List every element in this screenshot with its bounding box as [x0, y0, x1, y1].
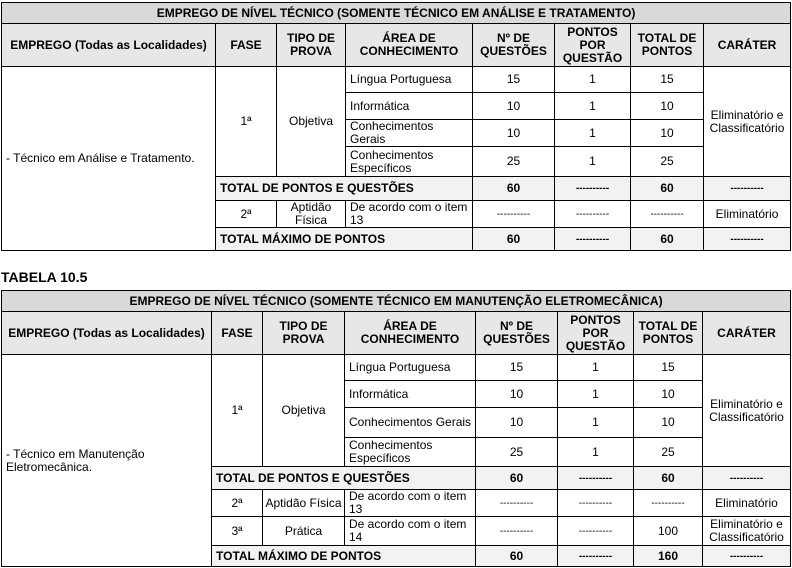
total-pontos-questao: ---------- — [555, 177, 631, 201]
questoes-cell: ---------- — [476, 490, 558, 517]
score-table-manutencao — [1, 290, 791, 567]
header-row — [2, 312, 791, 355]
questoes-cell: 10 — [473, 93, 555, 120]
total-questoes: 60 — [473, 177, 555, 201]
carater-cell: Eliminatório e Classificatório — [703, 355, 791, 467]
questoes-cell: 10 — [476, 408, 558, 438]
carater-cell: Eliminatório e Classificatório — [703, 517, 791, 546]
header-pontos-questao: PONTOS POR QUESTÃO — [555, 24, 631, 67]
total-questoes: 60 — [476, 467, 558, 490]
max-label: TOTAL MÁXIMO DE PONTOS — [216, 228, 473, 251]
questoes-cell: 15 — [473, 67, 555, 93]
fase-cell: 2ª — [212, 490, 263, 517]
table-row — [2, 355, 791, 381]
tipo-cell: Objetiva — [263, 355, 345, 467]
header-carater: CARÁTER — [703, 312, 791, 355]
carater-cell: Eliminatório — [703, 490, 791, 517]
total-pontos: 60 — [634, 467, 703, 490]
header-total-pontos: TOTAL DE PONTOS — [634, 312, 703, 355]
area-cell: Língua Portuguesa — [346, 67, 473, 93]
header-carater: CARÁTER — [704, 24, 791, 67]
header-row — [2, 24, 791, 67]
emprego-cell: - Técnico em Manutenção Eletromecânica. — [2, 355, 212, 567]
header-pontos-questao: PONTOS POR QUESTÃO — [558, 312, 634, 355]
area-cell: De acordo com o item 13 — [345, 490, 476, 517]
max-label: TOTAL MÁXIMO DE PONTOS — [212, 546, 476, 567]
pontos-questao-cell: 1 — [555, 120, 631, 147]
table-title: EMPREGO DE NÍVEL TÉCNICO (SOMENTE TÉCNICO EM MANUTENÇÃO ELETROMECÂNICA) — [2, 291, 791, 312]
area-cell: Conhecimentos Gerais — [346, 120, 473, 147]
tipo-cell: Aptidão Física — [263, 490, 345, 517]
fase-cell: 1ª — [212, 355, 263, 467]
table-label: TABELA 10.5 — [1, 269, 88, 285]
total-pontos-cell: ---------- — [631, 201, 704, 228]
max-questoes: 60 — [476, 546, 558, 567]
questoes-cell: 25 — [476, 438, 558, 467]
area-cell: Língua Portuguesa — [345, 355, 476, 381]
carater-cell: Eliminatório e Classificatório — [704, 67, 791, 177]
total-pontos: 60 — [631, 177, 704, 201]
area-cell: Informática — [346, 93, 473, 120]
pontos-questao-cell: 1 — [558, 408, 634, 438]
area-cell: Informática — [345, 381, 476, 408]
total-pontos-questao: ---------- — [558, 467, 634, 490]
total-carater: ---------- — [703, 467, 791, 490]
questoes-cell: 10 — [476, 381, 558, 408]
table-title: EMPREGO DE NÍVEL TÉCNICO (SOMENTE TÉCNICO EM ANÁLISE E TRATAMENTO) — [2, 3, 791, 24]
header-emprego: EMPREGO (Todas as Localidades) — [2, 24, 216, 67]
questoes-cell: ---------- — [473, 201, 555, 228]
max-questoes: 60 — [473, 228, 555, 251]
header-tipo: TIPO DE PROVA — [263, 312, 345, 355]
total-pontos-cell: 15 — [634, 355, 703, 381]
pontos-questao-cell: 1 — [558, 381, 634, 408]
total-pontos-cell: 10 — [634, 381, 703, 408]
header-total-pontos: TOTAL DE PONTOS — [631, 24, 704, 67]
max-pontos-questao: ---------- — [555, 228, 631, 251]
total-label: TOTAL DE PONTOS E QUESTÕES — [216, 177, 473, 201]
score-table-analise — [1, 2, 791, 251]
header-emprego: EMPREGO (Todas as Localidades) — [2, 312, 212, 355]
header-fase: FASE — [216, 24, 277, 67]
pontos-questao-cell: 1 — [555, 147, 631, 177]
max-pontos: 160 — [634, 546, 703, 567]
pontos-questao-cell: 1 — [558, 438, 634, 467]
max-carater: ---------- — [704, 228, 791, 251]
questoes-cell: ---------- — [476, 517, 558, 546]
pontos-questao-cell: ---------- — [555, 201, 631, 228]
total-carater: ---------- — [704, 177, 791, 201]
max-pontos: 60 — [631, 228, 704, 251]
total-pontos-cell: 100 — [634, 517, 703, 546]
total-pontos-cell: ---------- — [634, 490, 703, 517]
pontos-questao-cell: ---------- — [558, 517, 634, 546]
total-pontos-cell: 25 — [631, 147, 704, 177]
max-pontos-questao: ---------- — [558, 546, 634, 567]
area-cell: De acordo com o item 14 — [345, 517, 476, 546]
emprego-cell: - Técnico em Análise e Tratamento. — [2, 67, 216, 251]
tipo-cell: Objetiva — [277, 67, 346, 177]
questoes-cell: 15 — [476, 355, 558, 381]
fase-cell: 3ª — [212, 517, 263, 546]
total-label: TOTAL DE PONTOS E QUESTÕES — [212, 467, 476, 490]
area-cell: Conhecimentos Gerais — [345, 408, 476, 438]
area-cell: Conhecimentos Específicos — [345, 438, 476, 467]
total-pontos-cell: 10 — [631, 120, 704, 147]
pontos-questao-cell: ---------- — [558, 490, 634, 517]
table-row — [2, 67, 791, 93]
carater-cell: Eliminatório — [704, 201, 791, 228]
tipo-cell: Aptidão Física — [277, 201, 346, 228]
total-pontos-cell: 15 — [631, 67, 704, 93]
header-area: ÁREA DE CONHECIMENTO — [346, 24, 473, 67]
total-pontos-cell: 10 — [634, 408, 703, 438]
header-fase: FASE — [212, 312, 263, 355]
pontos-questao-cell: 1 — [555, 93, 631, 120]
questoes-cell: 25 — [473, 147, 555, 177]
fase-cell: 2ª — [216, 201, 277, 228]
fase-cell: 1ª — [216, 67, 277, 177]
total-pontos-cell: 10 — [631, 93, 704, 120]
header-questoes: Nº DE QUESTÕES — [476, 312, 558, 355]
tipo-cell: Prática — [263, 517, 345, 546]
max-carater: ---------- — [703, 546, 791, 567]
header-tipo: TIPO DE PROVA — [277, 24, 346, 67]
pontos-questao-cell: 1 — [555, 67, 631, 93]
header-area: ÁREA DE CONHECIMENTO — [345, 312, 476, 355]
area-cell: Conhecimentos Específicos — [346, 147, 473, 177]
pontos-questao-cell: 1 — [558, 355, 634, 381]
header-questoes: Nº DE QUESTÕES — [473, 24, 555, 67]
questoes-cell: 10 — [473, 120, 555, 147]
area-cell: De acordo com o item 13 — [346, 201, 473, 228]
total-pontos-cell: 25 — [634, 438, 703, 467]
